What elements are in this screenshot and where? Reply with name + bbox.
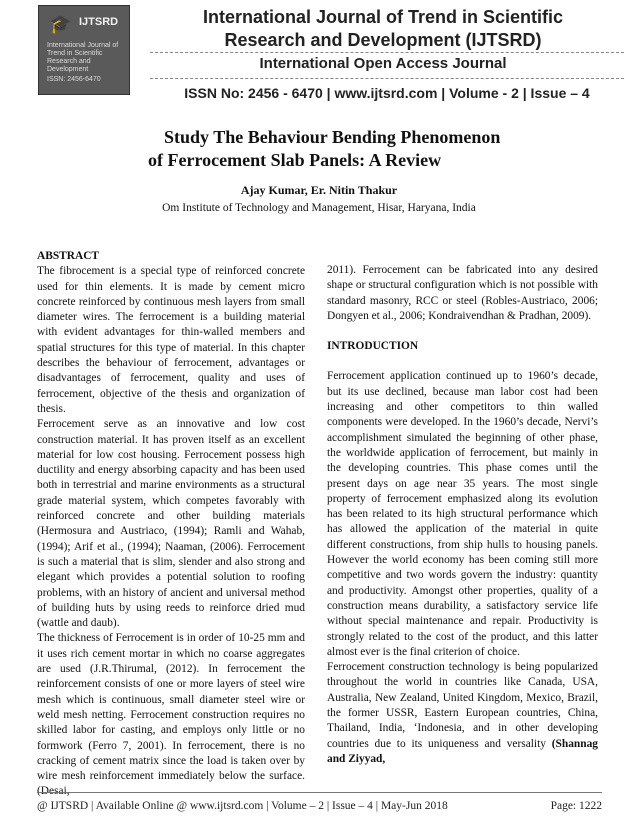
paper-affiliation: Om Institute of Technology and Management, Hisar, Haryana, India — [162, 202, 476, 214]
paper-authors: Ajay Kumar, Er. Nitin Thakur — [240, 183, 398, 197]
paper-title-line2: of Ferrocement Slab Panels: A Review — [148, 150, 442, 170]
left-column — [37, 249, 305, 800]
journal-title-line1: International Journal of Trend in Scientific — [202, 7, 564, 27]
introduction-paragraph-2-text: Ferrocement construction technology is being popularized throughout the world in countries like Canada, USA, Australia, New Zealand, United Kingdom, Mexico, Brazil, the former USSR, Eastern European countries, China, Thailand, India, ‘Indonesia, and in other developing countries due to its uniqueness and versality — [327, 661, 598, 750]
introduction-paragraph-2 — [327, 660, 598, 767]
citation-bold: (Shannag and Ziyyad, — [327, 737, 598, 765]
abstract-paragraph-3: The thickness of Ferrocement is in order of 10-25 mm and it uses rich cement mortar in which no coarse aggregates are used (J.R.Thirumal, (2012). In ferrocement the reinforcement consists of one or more layers of steel wire mesh which is continuous, small diameter steel wire or weld mesh netting. Ferrocement construction requires no skilled labor for casting, and employs only little or no formwork (Ferro 7, 2001). In ferrocement, there is no cracking of cement matrix since the load is taken over by wire mesh reinforcement immediately below the surface. (Desai, — [37, 632, 305, 798]
right-column — [327, 263, 598, 767]
abstract-paragraph-1: The fibrocement is a special type of reinforced concrete used for thin elements. It is made by cement micro concrete reinforced by continuous mesh layers from small diameter wires. The ferrocement is a building material with evident advantages for thin-walled members and spatial structures for this type of material. In this chapter describes the behaviour of ferrocement, advantages or disadvantages of ferrocement, quality and uses of ferrocement, objective of the thesis and organization of thesis. — [37, 265, 305, 415]
page-footer — [37, 799, 602, 814]
introduction-paragraph-1: Ferrocement application continued up to 1960’s decade, but its use declined, because man labor cost had been increasing and other competitors to thin walled components were developed. In the 1960’s decade, Nervi’s accomplishment simulated the beginning of other phase, the worldwide application of ferrocement, but mainly in the developing countries. This phase comes until the present days on age near 35 years. The most single property of ferrocement emphasized along its evolution has been related to its high structural performance which has allowed the application of the material in quite different constructions, from ship hulls to housing panels. However the world economy has been coming still more competitive and two words govern the industry: quantity and productivity. Amongst other properties, quality of a construction means durability, a satisfactory service life without special maintenance and repair. Productivity is strongly related to the cost of the product, and this latter almost ever is the final criterion of choice. — [327, 370, 598, 658]
graduation-cap-icon: 🎓 — [49, 14, 72, 34]
logo-abbreviation: IJTSRD — [79, 16, 119, 28]
footer-rule — [37, 792, 602, 793]
journal-title-line2: Research and Development (IJTSRD) — [224, 30, 542, 50]
dotted-divider-bottom — [150, 78, 624, 79]
paper-title — [148, 126, 528, 172]
page-number: Page: 1222 — [550, 800, 602, 812]
footer-info: @ IJTSRD | Available Online @ www.ijtsrd.com | Volume – 2 | Issue – 4 | May-Jun 2018 — [37, 800, 448, 812]
journal-issn-line: ISSN No: 2456 - 6470 | www.ijtsrd.com | Volume - 2 | Issue – 4 — [184, 85, 590, 101]
logo-journal-name: International Journal of Trend in Scientific Research and Development — [47, 42, 119, 73]
abstract-paragraph-2: Ferrocement serve as an innovative and low cost construction material. It has proven itself as an excellent material for low cost housing. Ferrocement possess high ductility and energy absorbing capacity and has been used both in terrestrial and marine environments as a structural grade material system, which competes favorably with reinforced concrete and other building materials (Hermosura and Austriaco, (1994); Ramli and Wahab, (1994); Arif et al., (1994); Naaman, (2006). Ferrocement is such a material that is slim, slender and also strong and elegant which provides a potential solution to roofing problems, with an history of ancient and universal method of building huts by using reeds to reinforce dried mud (wattle and daub). — [37, 418, 305, 630]
right-paragraph-1: 2011). Ferrocement can be fabricated into any desired shape or structural configuration which is not possible with standard masonry, RCC or steel (Robles-Austriaco, 2006; Dongyen et al., 2006; Kondraivendhan & Pradhan, 2009). — [327, 264, 598, 322]
abstract-heading: ABSTRACT — [37, 250, 100, 262]
introduction-heading: INTRODUCTION — [327, 340, 419, 353]
logo-issn: ISSN: 2456-6470 — [47, 76, 101, 83]
paper-title-line1: Study The Behaviour Bending Phenomenon — [164, 127, 501, 147]
journal-subtitle: International Open Access Journal — [259, 55, 507, 72]
dotted-divider-top — [150, 52, 624, 53]
journal-logo — [38, 5, 130, 95]
